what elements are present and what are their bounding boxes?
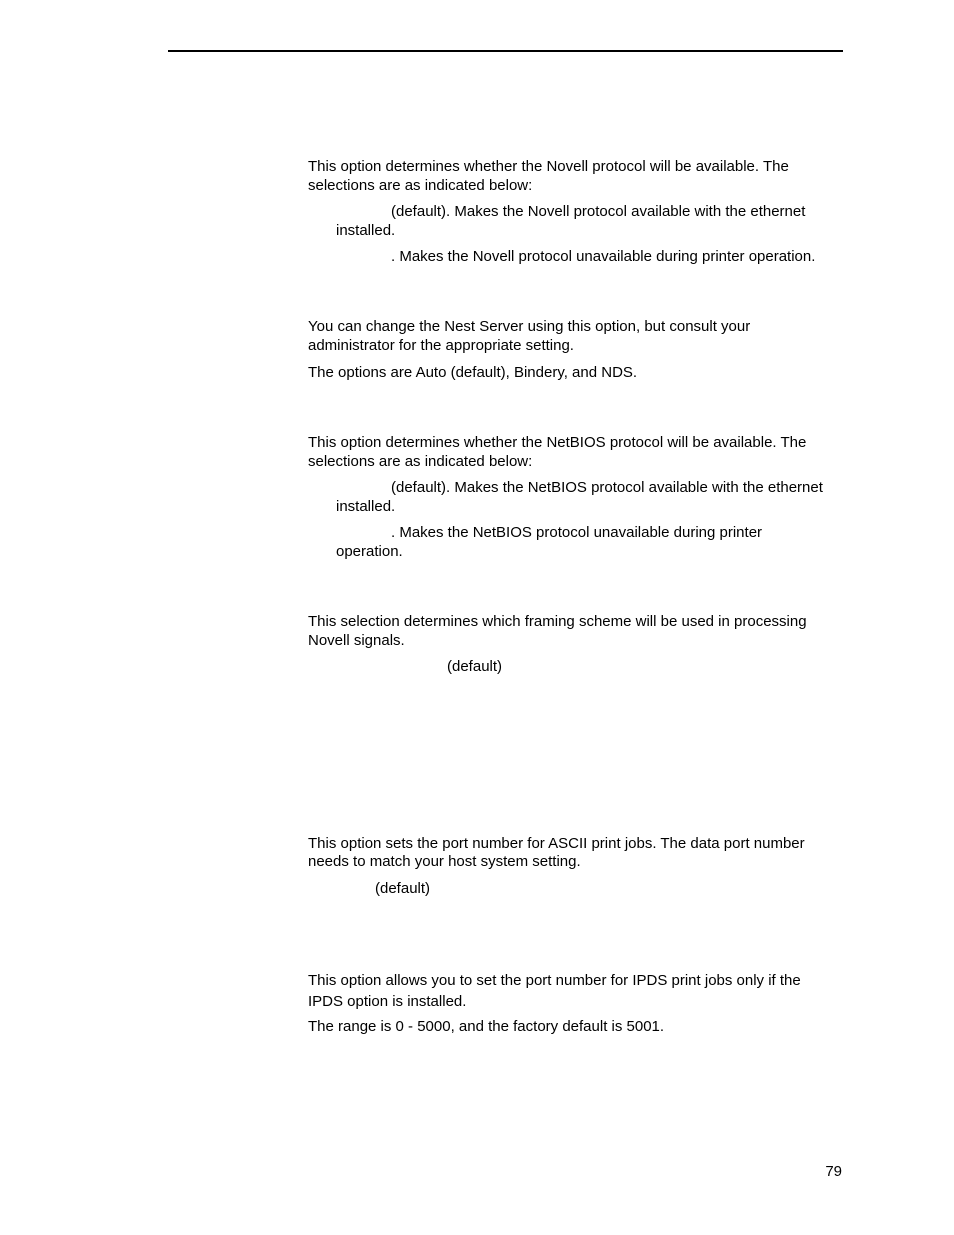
ipds-port-intro-line1: This option allows you to set the port number for IPDS print jobs only if the bbox=[308, 972, 801, 989]
framing-intro-line2: Novell signals. bbox=[308, 632, 405, 649]
netbios-disable-line2: operation. bbox=[336, 543, 403, 560]
ascii-port-intro-line1: This option sets the port number for ASCII print jobs. The data port number bbox=[308, 835, 805, 852]
page-number: 79 bbox=[825, 1163, 842, 1180]
novell-intro-line2: selections are as indicated below: bbox=[308, 177, 533, 194]
framing-intro-line1: This selection determines which framing scheme will be used in processing bbox=[308, 613, 807, 630]
nest-server-intro-line2: administrator for the appropriate setting. bbox=[308, 337, 574, 354]
novell-intro-line1: This option determines whether the Novell protocol will be available. The bbox=[308, 158, 789, 175]
nest-server-options: The options are Auto (default), Bindery, and NDS. bbox=[308, 364, 638, 381]
netbios-disable-line1: . Makes the NetBIOS protocol unavailable during printer bbox=[391, 524, 763, 541]
netbios-intro-line2: selections are as indicated below: bbox=[308, 453, 533, 470]
novell-enable-line2: installed. bbox=[336, 222, 396, 239]
nest-server-intro-line1: You can change the Nest Server using this option, but consult your bbox=[308, 318, 751, 335]
netbios-enable-line2: installed. bbox=[336, 498, 396, 515]
netbios-enable-line1: (default). Makes the NetBIOS protocol available with the ethernet bbox=[391, 479, 823, 496]
ipds-port-intro-line2: IPDS option is installed. bbox=[308, 993, 467, 1010]
ascii-port-intro-line2: needs to match your host system setting. bbox=[308, 853, 581, 870]
ipds-port-range: The range is 0 - 5000, and the factory default is 5001. bbox=[308, 1018, 665, 1035]
novell-disable-line1: . Makes the Novell protocol unavailable during printer operation. bbox=[391, 248, 816, 265]
framing-default-marker: (default) bbox=[447, 658, 503, 675]
novell-enable-line1: (default). Makes the Novell protocol available with the ethernet bbox=[391, 203, 806, 220]
netbios-intro-line1: This option determines whether the NetBIOS protocol will be available. The bbox=[308, 434, 807, 451]
ascii-port-default-marker: (default) bbox=[375, 880, 431, 897]
header-rule bbox=[168, 50, 843, 52]
